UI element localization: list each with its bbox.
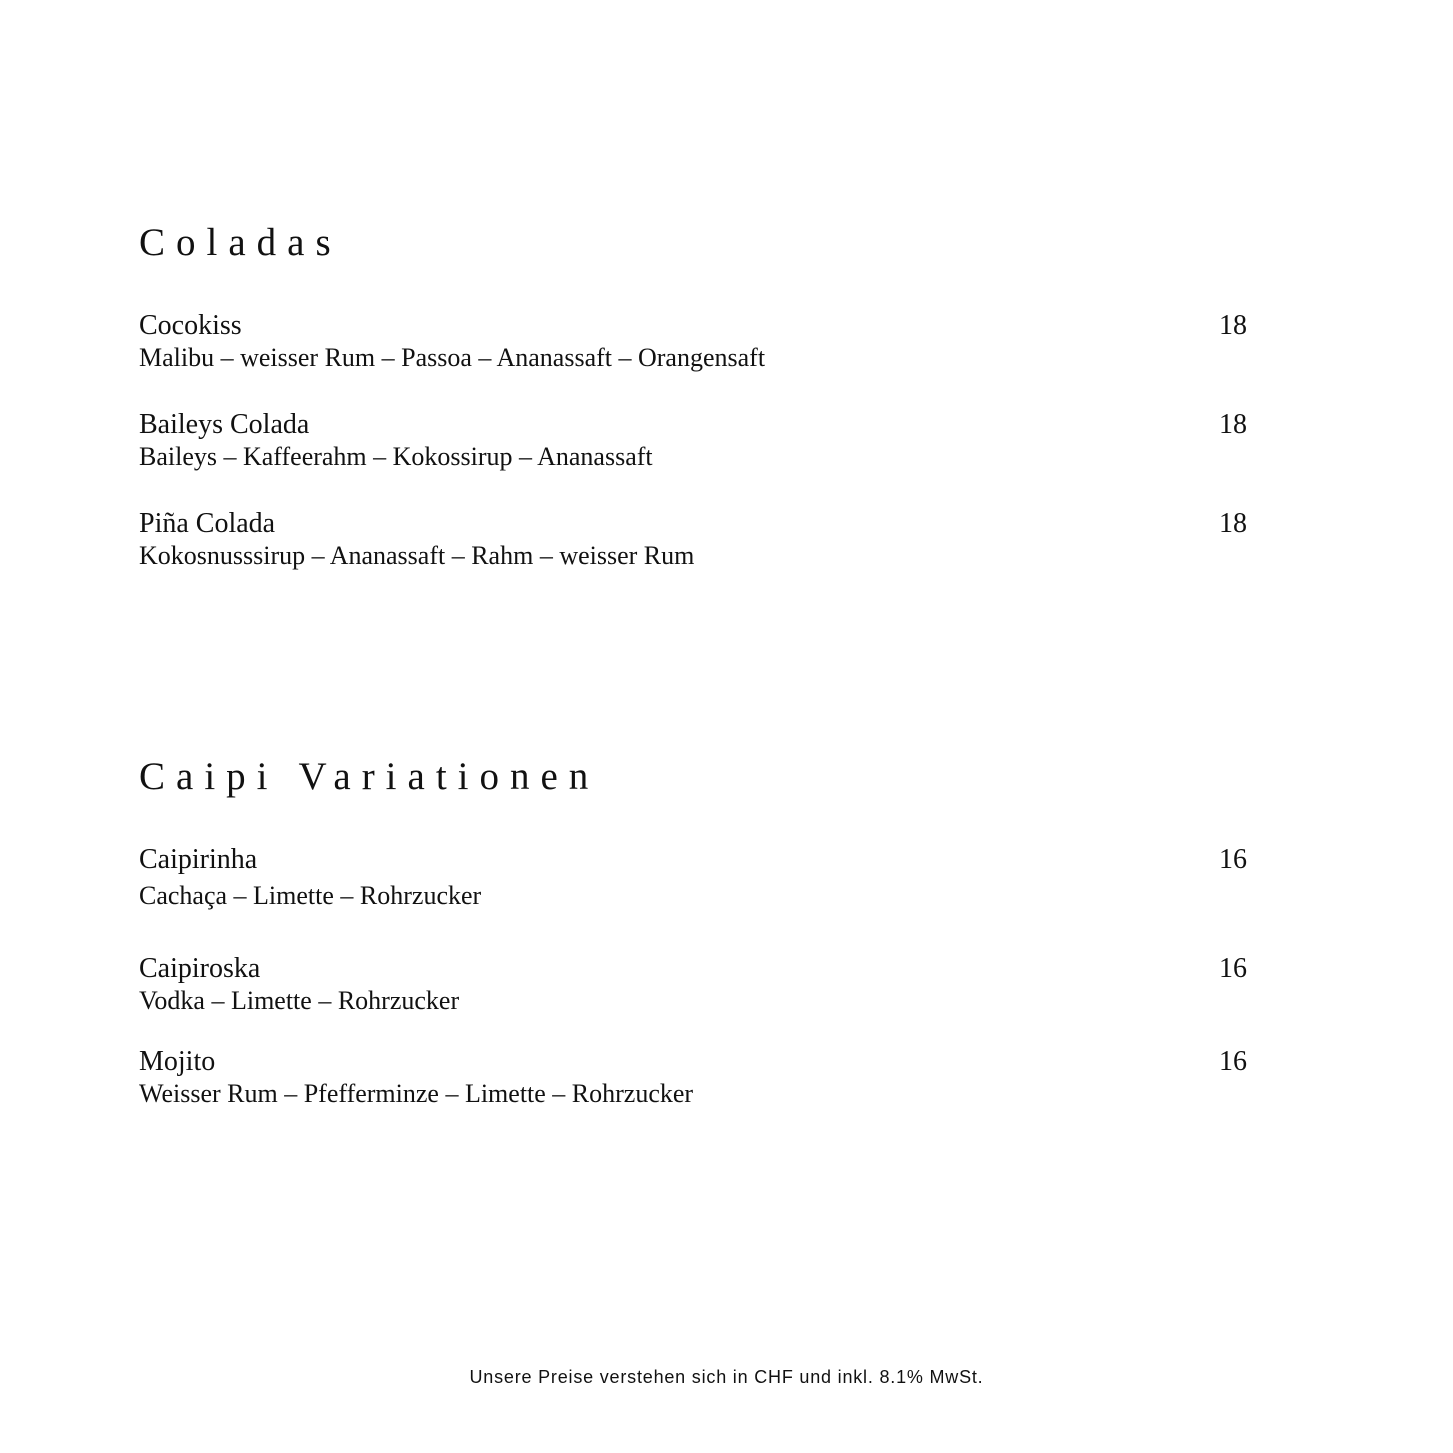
item-description: Malibu – weisser Rum – Passoa – Ananassaft – Orangensaft	[139, 343, 766, 372]
item-description: Cachaça – Limette – Rohrzucker	[139, 881, 482, 910]
section-title: Caipi Variationen	[139, 755, 600, 798]
item-price: 18	[1219, 409, 1247, 440]
item-name: Cocokiss	[139, 310, 242, 341]
item-name: Caipirinha	[139, 844, 258, 875]
item-description: Weisser Rum – Pfefferminze – Limette – Rohrzucker	[139, 1079, 694, 1108]
item-price: 16	[1219, 953, 1247, 984]
item-name: Caipiroska	[139, 953, 261, 984]
item-name: Mojito	[139, 1046, 216, 1077]
item-name: Piña Colada	[139, 508, 276, 539]
item-price: 18	[1219, 310, 1247, 341]
item-description: Vodka – Limette – Rohrzucker	[139, 986, 460, 1015]
price-note-footer: Unsere Preise verstehen sich in CHF und inkl. 8.1% MwSt.	[469, 1367, 984, 1387]
item-price: 18	[1219, 508, 1247, 539]
item-price: 16	[1219, 1046, 1247, 1077]
item-description: Baileys – Kaffeerahm – Kokossirup – Ananassaft	[139, 442, 653, 471]
item-price: 16	[1219, 844, 1247, 875]
item-name: Baileys Colada	[139, 409, 310, 440]
item-description: Kokosnusssirup – Ananassaft – Rahm – weisser Rum	[139, 541, 695, 570]
section-title: Coladas	[139, 221, 342, 264]
